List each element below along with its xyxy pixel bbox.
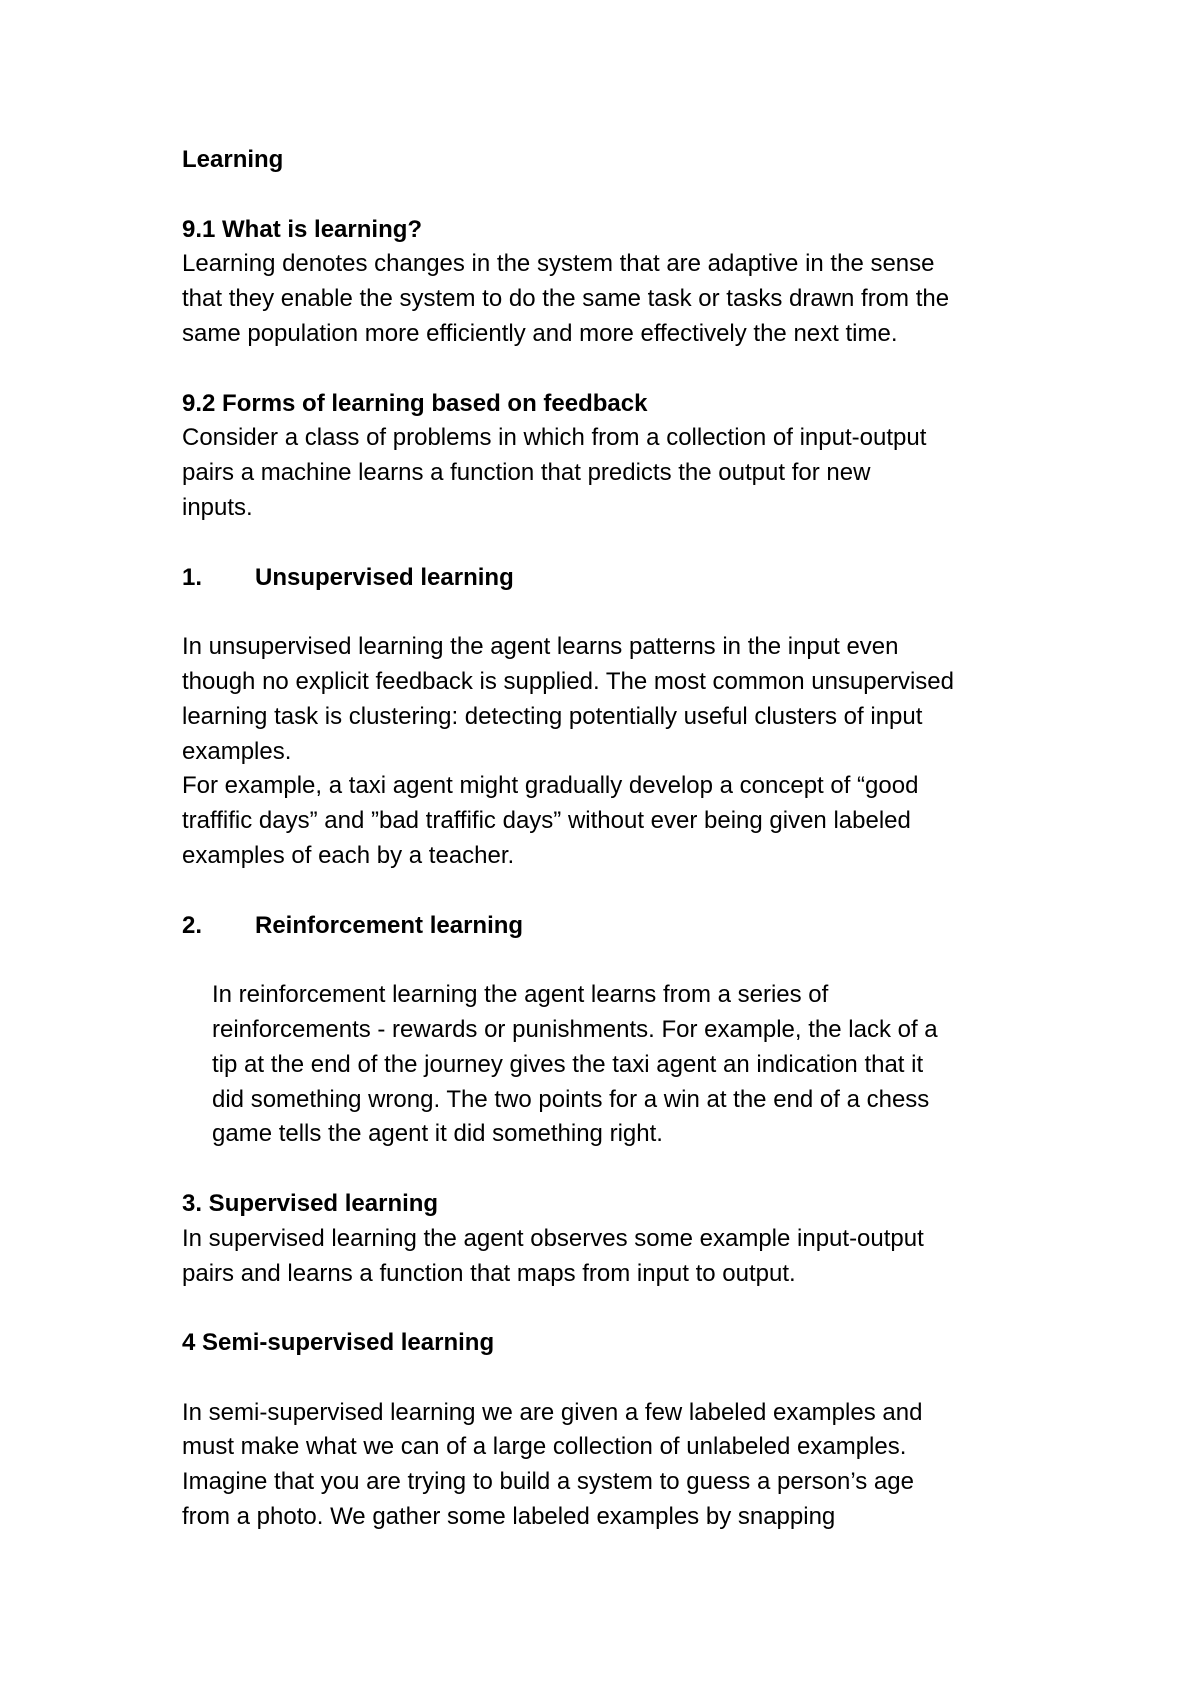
document-title: Learning	[182, 146, 284, 173]
list-number: 2.	[182, 911, 203, 939]
paragraph-line: In semi-supervised learning we are given a few labeled examples and	[182, 1398, 923, 1426]
paragraph-line: pairs a machine learns a function that predicts the output for new	[182, 459, 871, 487]
paragraph-line: Imagine that you are trying to build a system to guess a person’s age	[182, 1468, 914, 1496]
paragraph-line: In supervised learning the agent observes some example input-output	[182, 1224, 924, 1252]
heading-semisupervised: 4 Semi-supervised learning	[182, 1329, 495, 1357]
paragraph-line: game tells the agent it did something right.	[212, 1120, 663, 1148]
paragraph-line: traffific days” and ”bad traffific days” without ever being given labeled	[182, 807, 911, 835]
section-heading-9-1: 9.1 What is learning?	[182, 215, 423, 243]
spacer	[182, 178, 1082, 213]
paragraph-line: Learning denotes changes in the system that are adaptive in the sense	[182, 250, 935, 278]
paragraph-line: from a photo. We gather some labeled examples by snapping	[182, 1503, 836, 1531]
paragraph-line: In reinforcement learning the agent learns from a series of	[212, 981, 829, 1009]
section-heading-9-2: 9.2 Forms of learning based on feedback	[182, 389, 648, 417]
paragraph-line: tip at the end of the journey gives the taxi agent an indication that it	[212, 1050, 924, 1078]
paragraph-line: Consider a class of problems in which from a collection of input-output	[182, 424, 927, 452]
paragraph-line: In unsupervised learning the agent learns patterns in the input even	[182, 633, 899, 661]
spacer	[182, 1361, 1082, 1396]
paragraph-line: that they enable the system to do the same task or tasks drawn from the	[182, 285, 950, 313]
paragraph-line: examples of each by a teacher.	[182, 841, 515, 869]
spacer	[182, 943, 1082, 978]
spacer	[182, 874, 1082, 909]
spacer	[182, 1291, 1082, 1326]
paragraph-line: examples.	[182, 737, 292, 765]
paragraph-line: reinforcements - rewards or punishments. For example, the lack of a	[212, 1015, 938, 1043]
paragraph-line: did something wrong. The two points for a win at the end of a chess	[212, 1085, 930, 1113]
paragraph-line: For example, a taxi agent might gradually develop a concept of “good	[182, 772, 919, 800]
paragraph-line: same population more efficiently and more effectively the next time.	[182, 319, 898, 347]
heading-text: Unsupervised learning	[255, 563, 514, 591]
document-body	[182, 143, 1082, 1535]
spacer	[182, 1152, 1082, 1187]
paragraph-line: though no explicit feedback is supplied. The most common unsupervised	[182, 667, 954, 695]
list-number: 1.	[182, 563, 203, 591]
paragraph-line: inputs.	[182, 493, 253, 521]
spacer	[182, 526, 1082, 561]
heading-unsupervised	[182, 561, 1082, 596]
paragraph-line: learning task is clustering: detecting potentially useful clusters of input	[182, 702, 923, 730]
heading-supervised: 3. Supervised learning	[182, 1189, 439, 1217]
spacer	[182, 352, 1082, 387]
paragraph-line: pairs and learns a function that maps from input to output.	[182, 1259, 796, 1287]
spacer	[182, 595, 1082, 630]
paragraph-line: must make what we can of a large collection of unlabeled examples.	[182, 1433, 907, 1461]
heading-reinforcement	[182, 909, 1082, 944]
heading-text: Reinforcement learning	[255, 911, 524, 939]
